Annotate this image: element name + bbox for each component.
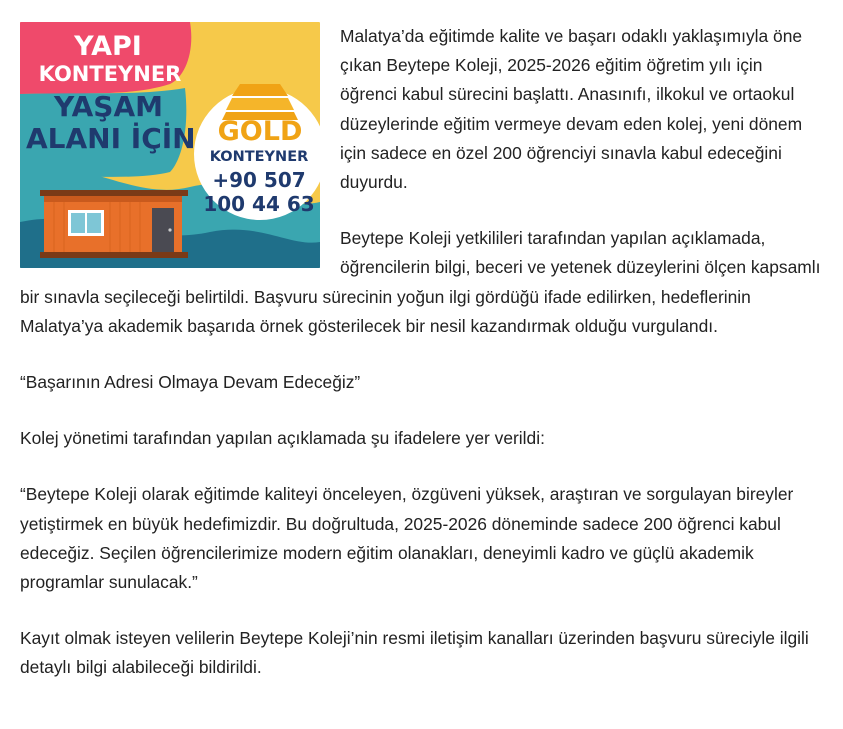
ad-headline-line1: YAPI xyxy=(74,31,142,62)
ad-phone-line1[interactable]: +90 507 xyxy=(212,168,306,192)
ad-headline-line2: KONTEYNER xyxy=(38,62,182,86)
container-illustration xyxy=(40,190,188,258)
gold-bars-icon xyxy=(222,84,298,120)
ad-brand: GOLD xyxy=(217,116,303,147)
paragraph-intro: Malatya’da eğitimde kalite ve başarı odaklı yaklaşımıyla öne çıkan Beytepe Koleji, 2025-2026 eğitim öğretim yılı için öğrenci kabul sürecini başlattı. Anasınıfı, ilkokul ve ortaokul düzeylerinde eğitim vermeye devam eden kolej, yeni dönem için sadece en özel 200 öğrenciyi sınavla kabul edeceğini duyurdu. xyxy=(340,26,803,193)
ad-headline-line4: ALANI İÇİN xyxy=(26,122,196,155)
paragraph-management: Kolej yönetimi tarafından yapılan açıklamada şu ifadelere yer verildi: xyxy=(20,428,545,449)
advertisement-banner[interactable] xyxy=(20,22,320,268)
ad-brand-sub: KONTEYNER xyxy=(209,149,309,165)
ad-phone-line2[interactable]: 100 44 63 xyxy=(203,192,315,216)
paragraph-statement: Beytepe Koleji yetkilileri tarafından yapılan açıklamada, öğrencilerin bilgi, beceri ve yetenek düzeylerini ölçen kapsamlı bir sınavla seçileceği belirtildi. Başvuru sürecinin yoğun ilgi gördüğü ifade edilirken, hedeflerinin Malatya’ya akademik başarıda örnek gösterilecek bir nesil kazandırmak olduğu vurgulandı. xyxy=(20,228,821,336)
ad-headline-line3: YAŞAM xyxy=(54,90,163,123)
paragraph-registration: Kayıt olmak isteyen velilerin Beytepe Koleji’nin resmi iletişim kanalları üzerinden başvuru süreciyle ilgili detaylı bilgi alabileceği bildirildi. xyxy=(20,628,809,678)
paragraph-quote: “Beytepe Koleji olarak eğitimde kaliteyi önceleyen, özgüveni yüksek, araştıran ve sorgulayan bireyler yetiştirmek en büyük hedefimizdir. Bu doğrultuda, 2025-2026 döneminde sadece 200 öğrenci kabul edeceğiz. Seçilen öğrencilerimize modern eğitim olanakları, deneyimli kadro ve güçlü akademik programlar sunulacak.” xyxy=(20,484,794,593)
subheading-quote: “Başarının Adresi Olmaya Devam Edeceğiz” xyxy=(20,372,361,393)
